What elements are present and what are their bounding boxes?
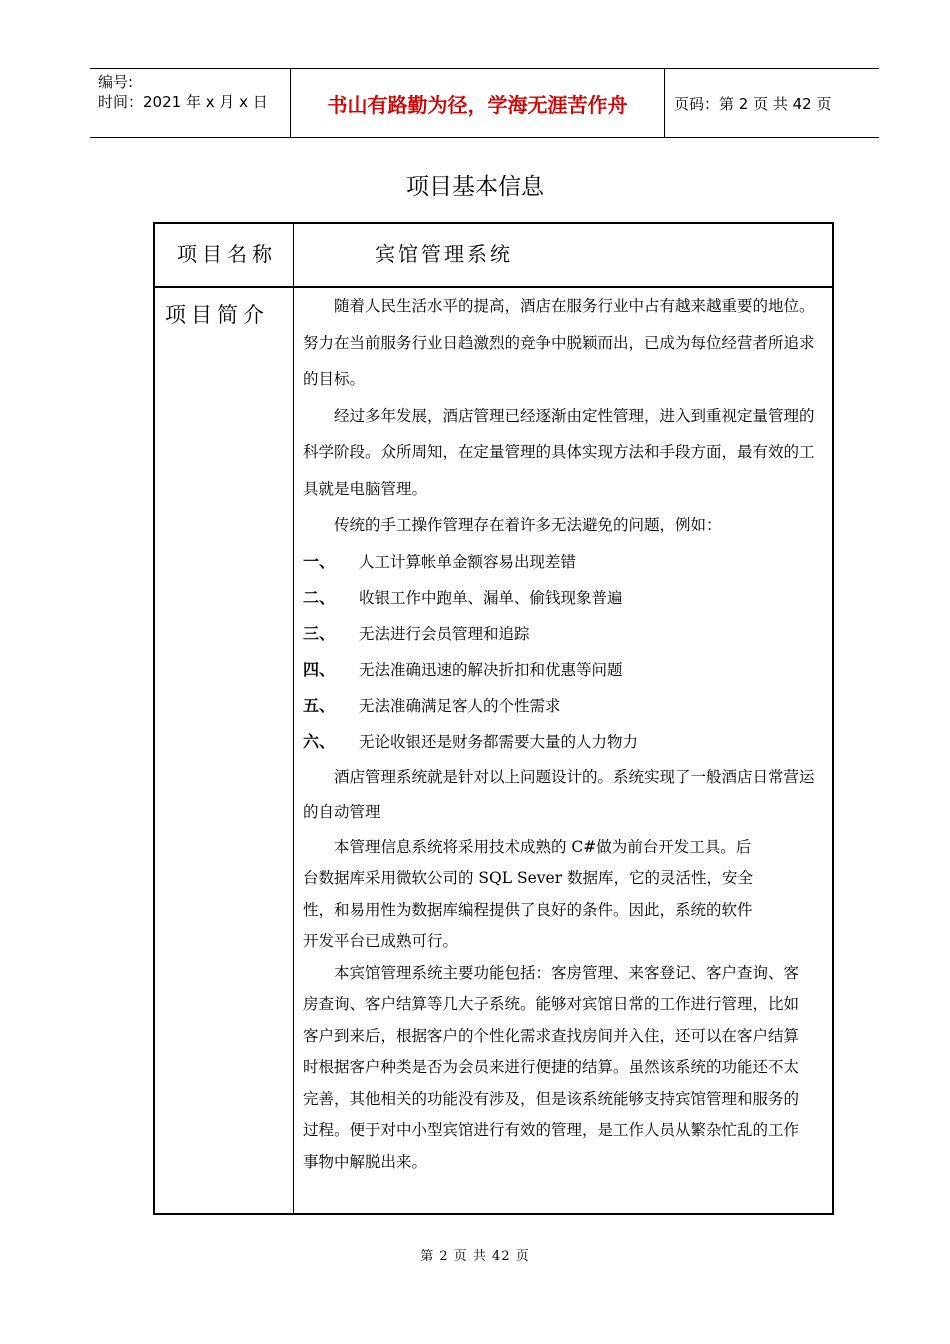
list-item — [303, 580, 829, 616]
column-divider — [293, 224, 294, 1213]
list-text: 收银工作中跑单、漏单、偷钱现象普遍 — [359, 588, 623, 607]
list-text: 人工计算帐单金额容易出现差错 — [359, 552, 577, 571]
page-title: 项目基本信息 — [406, 174, 544, 200]
tech-paragraph: 本管理信息系统将采用技术成熟的 C#做为前台开发工具。后台数据库采用微软公司的 SQL Sever 数据库，它的灵活性，安全性，和易用性为数据库编程提供了良好的条件。因此，系统的软件开发平台已成熟可行。 — [303, 837, 754, 950]
project-intro-content — [303, 288, 829, 1178]
list-number: 六、 — [303, 731, 336, 751]
list-number: 四、 — [303, 659, 336, 679]
list-number: 三、 — [303, 623, 336, 643]
list-item — [303, 652, 829, 688]
project-name-value: 宾馆管理系统 — [375, 242, 513, 266]
after-list-paragraph: 酒店管理系统就是针对以上问题设计的。系统实现了一般酒店日常营运的自动管理 — [303, 767, 815, 821]
project-intro-label: 项目简介 — [165, 303, 269, 327]
intro-paragraph: 随着人民生活水平的提高，酒店在服务行业中占有越来越重要的地位。努力在当前服务行业日趋激烈的竞争中脱颖而出，已成为每位经营者所追求的目标。 — [303, 297, 815, 388]
header-left — [98, 72, 268, 112]
list-number: 五、 — [303, 695, 336, 715]
list-item — [303, 688, 829, 724]
list-item — [303, 544, 829, 580]
intro-paragraph: 传统的手工操作管理存在着许多无法避免的问题，例如： — [334, 516, 722, 534]
motto: 书山有路勤为径，学海无涯苦作舟 — [290, 69, 665, 137]
list-text: 无法准确满足客人的个性需求 — [359, 696, 561, 715]
project-name-label: 项目名称 — [177, 242, 277, 266]
time-label: 时间：2021 年 x 月 x 日 — [98, 93, 268, 111]
list-item — [303, 616, 829, 652]
number-label: 编号: — [98, 73, 134, 91]
intro-paragraph: 经过多年发展，酒店管理已经逐渐由定性管理，进入到重视定量管理的科学阶段。众所周知，在定量管理的具体实现方法和手段方面，最有效的工具就是电脑管理。 — [303, 406, 815, 498]
list-number: 二、 — [303, 587, 336, 607]
functions-paragraph: 本宾馆管理系统主要功能包括：客房管理、来客登记、客户查询、客房查询、客户结算等几大子系统。能够对宾馆日常的工作进行管理，比如客户到来后，根据客户的个性化需求查找房间并入住，还可以在客户结算时根据客户种类是否为会员来进行便捷的结算。虽然该系统的功能还不太完善，其他相关的功能没有涉及，但是该系统能够支持宾馆管理和服务的过程。便于对中小型宾馆进行有效的管理，是工作人员从繁杂忙乱的工作事物中解脱出来。 — [303, 963, 800, 1171]
list-item — [303, 724, 829, 760]
list-text: 无法进行会员管理和追踪 — [359, 624, 530, 643]
list-number: 一、 — [303, 551, 336, 571]
page-header — [90, 68, 879, 138]
info-table — [153, 222, 834, 1215]
list-text: 无论收银还是财务都需要大量的人力物力 — [359, 732, 639, 751]
page-info: 页码：第 2 页 共 42 页 — [674, 94, 832, 113]
list-text: 无法准确迅速的解决折扣和优惠等问题 — [359, 660, 623, 679]
page-footer: 第 2 页 共 42 页 — [420, 1249, 530, 1264]
